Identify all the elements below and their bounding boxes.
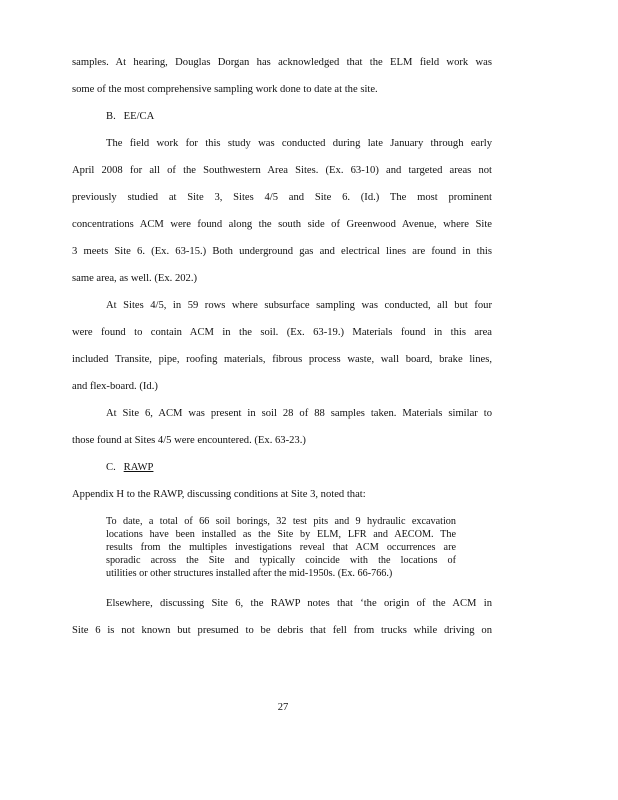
body-line: At Site 6, ACM was present in soil 28 of 88 samples taken. Materials similar to — [106, 408, 492, 419]
quote-line: utilities or other structures installed after the mid-1950s. (Ex. 66-766.) — [106, 568, 393, 579]
body-line: same area, as well. (Ex. 202.) — [72, 273, 198, 284]
section-title: EE/CA — [123, 111, 155, 122]
section-heading-b — [106, 110, 154, 124]
quote-line: To date, a total of 66 soil borings, 32 test pits and 9 hydraulic excavation — [106, 516, 456, 527]
body-line: samples. At hearing, Douglas Dorgan has acknowledged that the ELM field work was — [72, 57, 492, 68]
section-heading-c — [106, 461, 153, 475]
section-letter: C. — [106, 462, 116, 473]
body-line: and flex-board. (Id.) — [72, 381, 158, 392]
body-line: included Transite, pipe, roofing materials, fibrous process waste, wall board, brake lines, — [72, 354, 492, 365]
body-line: The field work for this study was conducted during late January through early — [106, 138, 492, 149]
quote-line: sporadic across the Site and typically coincide with the locations of — [106, 555, 456, 566]
body-line: 3 meets Site 6. (Ex. 63-15.) Both underground gas and electrical lines are found in this — [72, 246, 492, 257]
body-line: Elsewhere, discussing Site 6, the RAWP notes that ‘the origin of the ACM in — [106, 598, 492, 609]
body-line: concentrations ACM were found along the south side of Greenwood Avenue, where Site — [72, 219, 492, 230]
section-letter: B. — [106, 111, 116, 122]
quote-line: results from the multiples investigations reveal that ACM occurrences are — [106, 542, 456, 553]
body-line: some of the most comprehensive sampling work done to date at the site. — [72, 84, 378, 95]
body-line: Site 6 is not known but presumed to be debris that fell from trucks while driving on — [72, 625, 492, 636]
body-line: those found at Sites 4/5 were encountered. (Ex. 63-23.) — [72, 435, 306, 446]
body-line: were found to contain ACM in the soil. (Ex. 63-19.) Materials found in this area — [72, 327, 492, 338]
body-line: April 2008 for all of the Southwestern Area Sites. (Ex. 63-10) and targeted areas not — [72, 165, 492, 176]
page-number: 27 — [277, 702, 289, 713]
body-line: Appendix H to the RAWP, discussing conditions at Site 3, noted that: — [72, 489, 366, 500]
quote-line: locations have been installed as the Site by ELM, LFR and AECOM. The — [106, 529, 456, 540]
body-line: At Sites 4/5, in 59 rows where subsurface sampling was conducted, all but four — [106, 300, 492, 311]
body-line: previously studied at Site 3, Sites 4/5 and Site 6. (Id.) The most prominent — [72, 192, 492, 203]
section-title: RAWP — [123, 462, 154, 473]
